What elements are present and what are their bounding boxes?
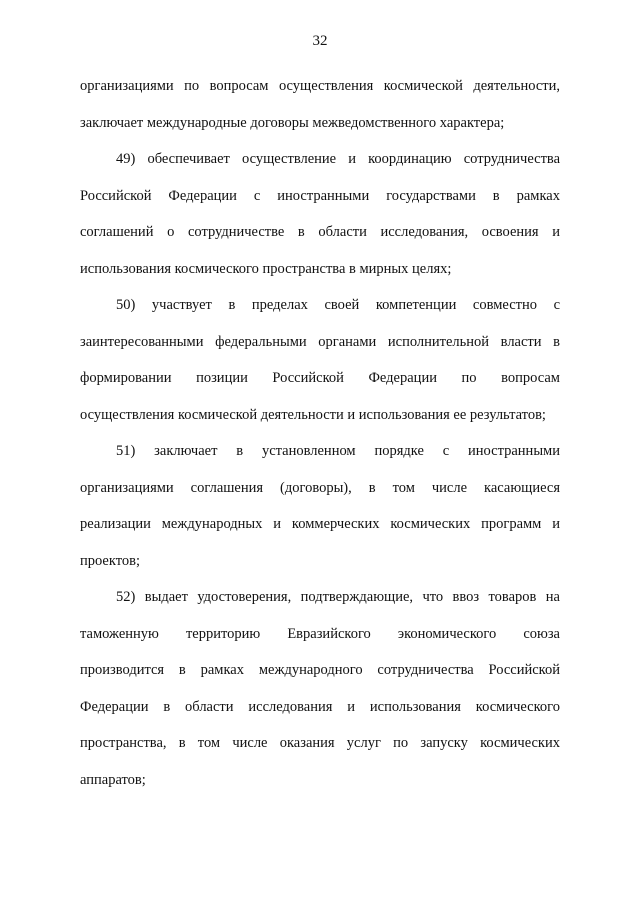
text-line: организациями по вопросам осуществления космической деятельности, bbox=[80, 78, 560, 94]
text-line: Российской Федерации с иностранными государствами в рамках bbox=[80, 187, 560, 204]
text-line: реализации международных и коммерческих космических программ и bbox=[80, 516, 560, 532]
paragraph-item-49 bbox=[80, 141, 560, 287]
text-line: 49) обеспечивает осуществление и координацию сотрудничества bbox=[116, 151, 560, 167]
text-line: соглашений о сотрудничестве в области исследования, освоения и bbox=[80, 224, 560, 240]
text-line: заинтересованными федеральными органами исполнительной власти в bbox=[80, 333, 560, 350]
text-line: производится в рамках международного сотрудничества Российской bbox=[80, 662, 560, 678]
text-line: Федерации в области исследования и использования космического bbox=[80, 698, 560, 715]
text-line: осуществления космической деятельности и использования ее результатов; bbox=[80, 406, 546, 423]
text-line: использования космического пространства в мирных целях; bbox=[80, 260, 452, 277]
text-line: 52) выдает удостоверения, подтверждающие, что ввоз товаров на bbox=[116, 589, 560, 605]
text-line: 51) заключает в установленном порядке с иностранными bbox=[116, 443, 560, 459]
text-line: аппаратов; bbox=[80, 771, 146, 788]
paragraph-item-52 bbox=[80, 579, 560, 798]
text-line: таможенную территорию Евразийского экономического союза bbox=[80, 625, 560, 642]
text-line: проектов; bbox=[80, 552, 140, 569]
text-line: формировании позиции Российской Федерации по вопросам bbox=[80, 370, 560, 386]
text-line: пространства, в том числе оказания услуг по запуску космических bbox=[80, 735, 560, 751]
text-line: организациями соглашения (договоры), в том числе касающиеся bbox=[80, 479, 560, 496]
paragraph-item-51 bbox=[80, 433, 560, 579]
text-line: 50) участвует в пределах своей компетенции совместно с bbox=[116, 297, 560, 313]
text-line: заключает международные договоры межведомственного характера; bbox=[80, 114, 505, 131]
page-number: 32 bbox=[312, 33, 328, 49]
document-body bbox=[80, 68, 560, 798]
paragraph-item-50 bbox=[80, 287, 560, 433]
paragraph-continuation bbox=[80, 68, 560, 141]
